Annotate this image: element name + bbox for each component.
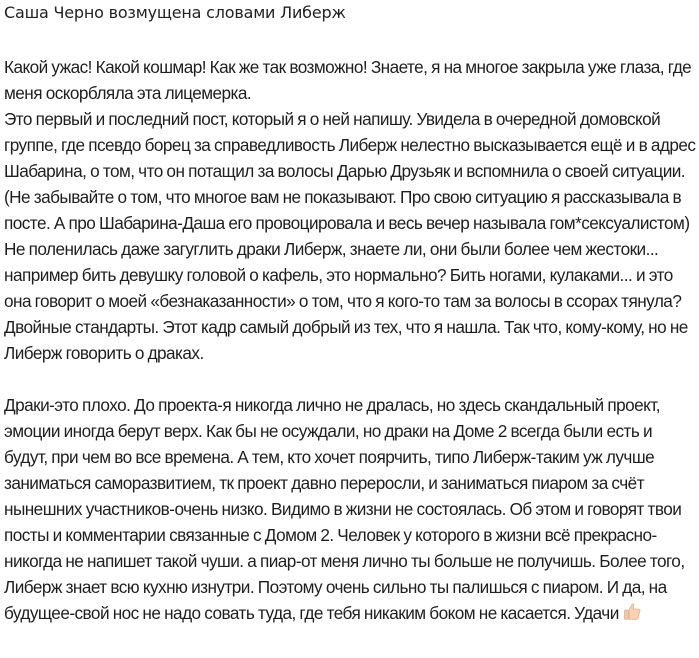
post bbox=[4, 0, 698, 626]
paragraph-conclusion bbox=[4, 392, 698, 626]
post-title: Саша Черно возмущена словами Либерж bbox=[4, 3, 346, 22]
thumbs-up-icon bbox=[622, 602, 642, 622]
paragraph-story: Это первый и последний пост, который я о ней напишу. Увидела в очередной домовской группе, где псевдо борец за справедливость Либерж нелестно высказывается ещё и в адрес Шабарина, о том, что он потащил за волосы Дарью Друзьяк и вспомнила о своей ситуации. (Не забывайте о том, что многое вам не показывают. Про свою ситуацию я рассказывала в посте. А про Шабарина-Даша его провоцировала и весь вечер называла гом*сексуалистом) Не поленилась даже загуглить драки Либерж, знаете ли, они были более чем жестоки... например бить девушку головой о кафель, это нормально? Бить ногами, кулаками... и это она говорит о моей «безнаказанности» о том, что я кого-то там за волосы в ссорах тянула? Двойные стандарты. Этот кадр самый добрый из тех, что я нашла. Так что, кому-кому, но не Либерж говорить о драках. bbox=[4, 109, 696, 363]
post-body bbox=[4, 54, 698, 626]
paragraph-intro: Какой ужас! Какой кошмар! Как же так возможно! Знаете, я на многое закрыла уже глаза, где меня оскорбляла эта лицемерка. bbox=[4, 57, 692, 103]
paragraph-conclusion-text: Драки-это плохо. До проекта-я никогда лично не дралась, но здесь скандальный проект, эмоции иногда берут верх. Как бы не осуждали, но драки на Доме 2 всегда были есть и будут, при чем во все времена. А тем, кто хочет поярчить, типо Либерж-таким уж лучше заниматься саморазвитием, тк проект давно переросли, и заниматься пиаром за счёт нынешних участников-очень низко. Видимо в жизни не состоялась. Об этом и говорят твои посты и комментарии связанные с Домом 2. Человек у которого в жизни всё прекрасно-никогда не напишет такой чуши. а пиар-от меня лично ты больше не получишь. Более того, Либерж знает всю кухню изнутри. Поэтому очень сильно ты палишься с пиаром. И да, на будущее-свой нос не надо совать туда, где тебя никаким боком не касается. Удачи bbox=[4, 395, 685, 623]
